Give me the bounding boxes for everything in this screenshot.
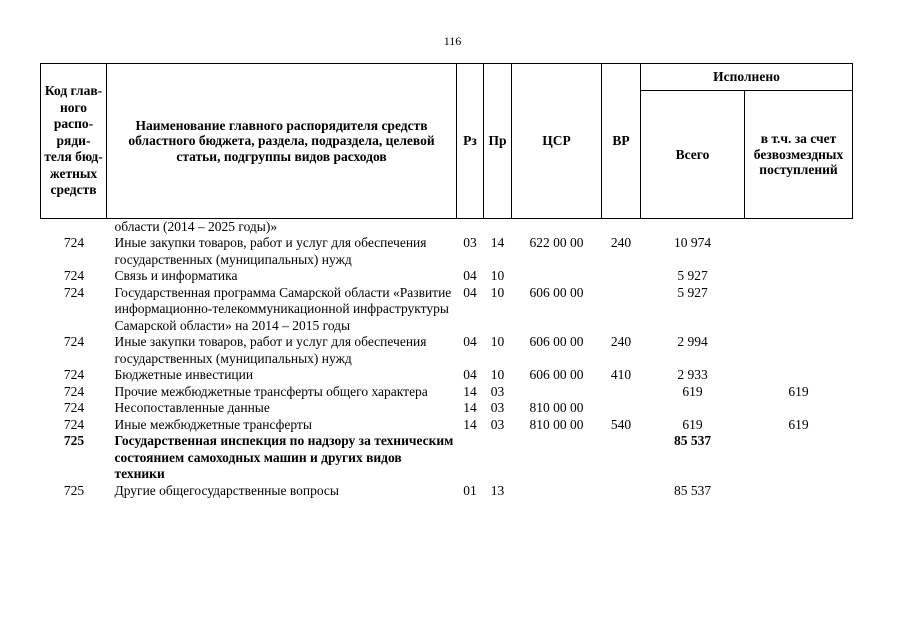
table-row — [41, 433, 853, 483]
cell-csr: 606 00 00 — [529, 367, 584, 382]
table-row — [41, 334, 853, 367]
cell-free — [745, 235, 853, 268]
cell-rz — [457, 219, 484, 236]
table-row — [41, 235, 853, 268]
cell-pr: 03 — [490, 400, 505, 415]
table-row — [41, 384, 853, 401]
cell-vr — [602, 400, 641, 417]
cell-free — [745, 483, 853, 500]
cell-code: 725 — [63, 433, 85, 448]
cell-pr: 03 — [490, 416, 505, 432]
cell-pr: 10 — [490, 268, 505, 283]
cell-total: 10 974 — [673, 235, 712, 250]
cell-vr: 240 — [610, 334, 632, 349]
cell-rz: 04 — [463, 334, 477, 349]
cell-vr — [602, 285, 641, 335]
cell-pr: 10 — [490, 284, 505, 300]
cell-total: 619 — [682, 383, 703, 399]
cell-free — [745, 334, 853, 367]
cell-csr: 622 00 00 — [529, 235, 584, 250]
cell-rz — [457, 433, 484, 483]
cell-free — [745, 268, 853, 285]
cell-csr — [512, 268, 602, 285]
cell-rz: 04 — [463, 284, 477, 300]
cell-total: 619 — [682, 416, 703, 432]
cell-rz: 14 — [463, 400, 477, 415]
cell-csr — [512, 219, 602, 236]
table-header — [41, 64, 853, 219]
cell-vr — [602, 384, 641, 401]
header-pr: Пр — [484, 64, 512, 219]
page-number: 116 — [443, 34, 462, 48]
cell-total: 85 537 — [673, 433, 712, 448]
cell-pr: 03 — [490, 383, 505, 399]
table-body — [41, 219, 853, 500]
table-row — [41, 268, 853, 285]
cell-vr — [602, 219, 641, 236]
cell-total — [641, 400, 745, 417]
cell-csr: 810 00 00 — [529, 416, 584, 432]
cell-code: 725 — [63, 482, 85, 498]
cell-csr — [512, 433, 602, 483]
cell-free: 619 — [788, 383, 809, 399]
cell-name: Связь и информатика — [114, 268, 238, 283]
cell-vr: 240 — [610, 235, 632, 250]
table-row — [41, 417, 853, 434]
cell-vr — [602, 433, 641, 483]
header-csr: ЦСР — [512, 64, 602, 219]
table-row — [41, 285, 853, 335]
table-row — [41, 483, 853, 500]
cell-pr: 10 — [490, 367, 505, 382]
cell-total — [641, 219, 745, 236]
cell-name: Прочие межбюджетные трансферты общего характера — [114, 383, 428, 399]
cell-csr — [512, 384, 602, 401]
cell-free — [745, 219, 853, 236]
cell-code: 724 — [63, 400, 85, 415]
cell-free — [745, 285, 853, 335]
cell-vr: 410 — [610, 367, 632, 382]
header-rz: Рз — [457, 64, 484, 219]
header-name: Наименование главного распорядителя средств областного бюджета, раздела, подраздела, целевой статьи, подгруппы видов расходов — [107, 64, 457, 219]
cell-csr — [512, 483, 602, 500]
cell-name: Государственная программа Самарской области «Развитие информационно-телекоммуникационной инфраструктуры Самарской области» на 2014 – 2015 годы — [114, 284, 452, 333]
cell-code: 724 — [63, 383, 85, 399]
header-vr: ВР — [602, 64, 641, 219]
cell-code — [41, 219, 107, 236]
cell-total: 5 927 — [677, 268, 708, 283]
cell-vr — [602, 483, 641, 500]
cell-rz: 04 — [463, 268, 477, 283]
cell-name: Бюджетные инвестиции — [114, 367, 254, 382]
cell-total: 5 927 — [677, 284, 708, 300]
table-row — [41, 367, 853, 384]
cell-pr: 13 — [490, 482, 505, 498]
cell-rz: 04 — [463, 367, 477, 382]
cell-rz: 01 — [463, 482, 477, 498]
cell-code: 724 — [63, 235, 85, 250]
table-row — [41, 400, 853, 417]
cell-name: Иные закупки товаров, работ и услуг для обеспечения государственных (муниципальных) нужд — [114, 235, 427, 267]
budget-execution-table — [40, 63, 853, 499]
table-row — [41, 219, 853, 236]
cell-rz: 03 — [463, 235, 477, 250]
cell-total: 2 994 — [677, 334, 708, 349]
cell-vr: 540 — [610, 416, 632, 432]
cell-total: 2 933 — [677, 367, 708, 382]
header-total: Всего — [641, 91, 745, 219]
cell-vr — [602, 268, 641, 285]
cell-code: 724 — [63, 268, 85, 283]
cell-total: 85 537 — [673, 482, 712, 498]
cell-code: 724 — [63, 334, 85, 349]
cell-free: 619 — [788, 416, 809, 432]
cell-name: Государственная инспекция по надзору за техническим состоянием самоходных машин и других видов техники — [114, 433, 454, 481]
cell-name: области (2014 – 2025 годы)» — [114, 219, 278, 234]
cell-name: Иные закупки товаров, работ и услуг для обеспечения государственных (муниципальных) нужд — [114, 334, 427, 366]
header-executed: Исполнено — [641, 64, 853, 91]
cell-name: Другие общегосударственные вопросы — [114, 482, 339, 498]
cell-pr: 10 — [490, 334, 505, 349]
cell-csr: 810 00 00 — [529, 400, 584, 415]
cell-pr: 14 — [490, 235, 505, 250]
cell-pr — [484, 219, 512, 236]
cell-csr: 606 00 00 — [529, 334, 584, 349]
cell-rz: 14 — [463, 416, 477, 432]
cell-pr — [484, 433, 512, 483]
cell-free — [745, 400, 853, 417]
cell-code: 724 — [63, 367, 85, 382]
header-free: в т.ч. за счет безвозмездных поступлений — [745, 91, 853, 219]
cell-free — [745, 367, 853, 384]
cell-csr: 606 00 00 — [529, 284, 584, 300]
cell-code: 724 — [63, 416, 85, 432]
cell-name: Иные межбюджетные трансферты — [114, 416, 312, 432]
cell-name: Несопоставленные данные — [114, 400, 270, 415]
cell-free — [745, 433, 853, 483]
header-code: Код глав-ного распо-ряди-теля бюд-жетных средств — [41, 64, 107, 219]
cell-rz: 14 — [463, 383, 477, 399]
cell-code: 724 — [63, 284, 85, 300]
